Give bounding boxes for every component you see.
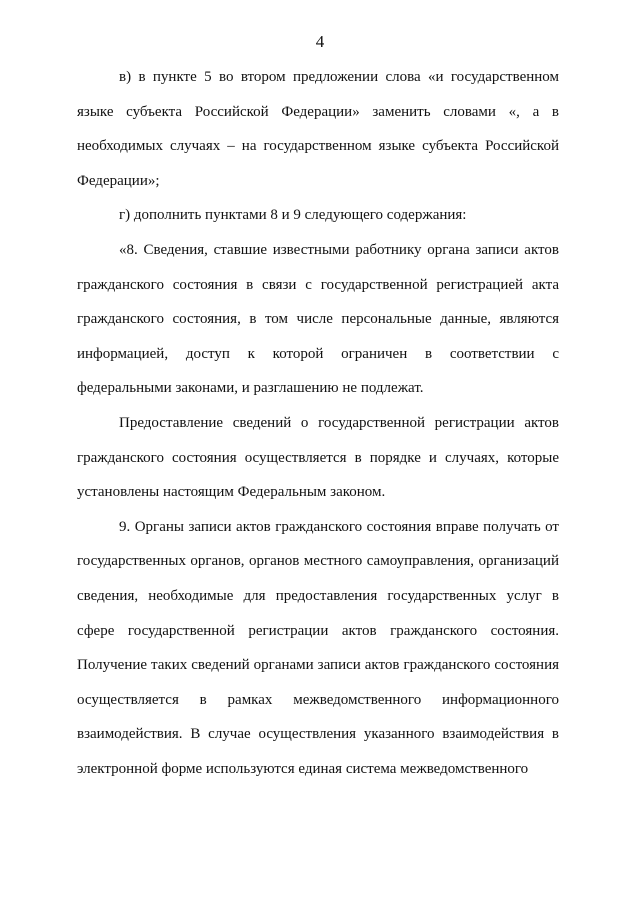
paragraph-item-8: «8. Сведения, ставшие известными работнику органа записи актов гражданского состояния в связи с государственной регистрацией акта гражданского состояния, в том числе персональные данные, являются информацией, доступ к которой ограничен в соответствии с федеральными законами, и разглашению не подлежат. (77, 241, 559, 397)
paragraph-amendment-g: г) дополнить пунктами 8 и 9 следующего содержания: (119, 207, 467, 224)
document-body (77, 60, 559, 786)
paragraph-amendment-v: в) в пункте 5 во втором предложении слова «и государственном языке субъекта Российской Федерации» заменить словами «, а в необходимых случаях – на государственном языке субъекта Российской Федерации»; (77, 69, 559, 189)
page-number: 4 (315, 32, 325, 51)
paragraph-item-8-continued: Предоставление сведений о государственной регистрации актов гражданского состояния осуществляется в порядке и случаях, которые установлены настоящим Федеральным законом. (77, 414, 559, 501)
paragraph-item-9: 9. Органы записи актов гражданского состояния вправе получать от государственных органов, органов местного самоуправления, организаций сведения, необходимые для предоставления государственных услуг в сфере государственной регистрации актов гражданского состояния. Получение таких сведений органами записи актов гражданского состояния осуществляется в рамках межведомственного информационного взаимодействия. В случае осуществления указанного взаимодействия в электронной форме используются единая система межведомственного (77, 518, 559, 777)
